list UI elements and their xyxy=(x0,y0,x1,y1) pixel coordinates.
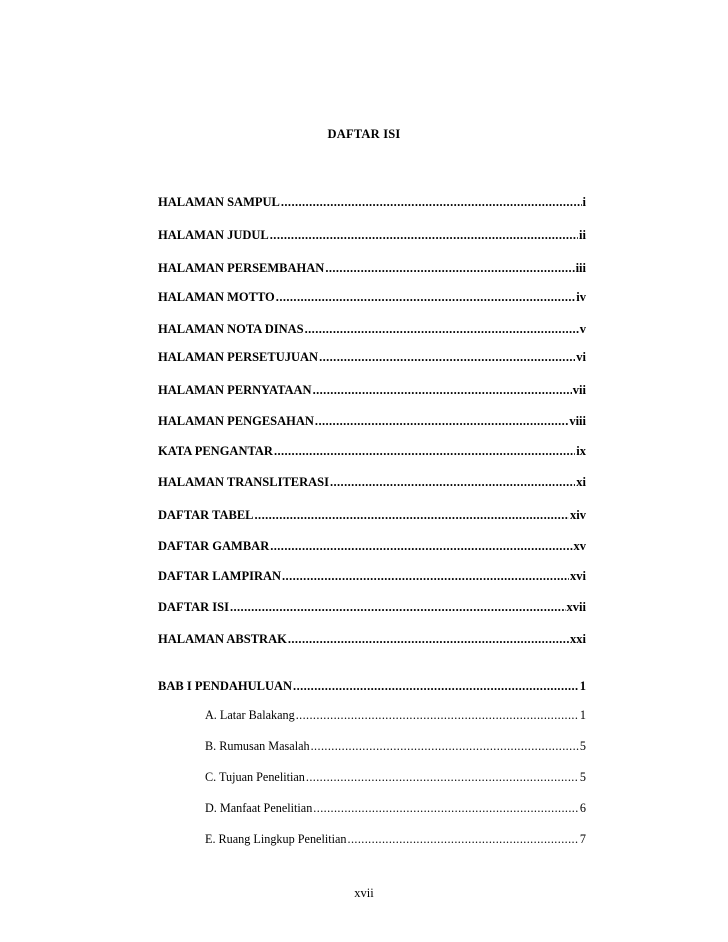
toc-entry-label: HALAMAN JUDUL xyxy=(158,228,269,242)
toc-entry-page: ii xyxy=(579,228,586,242)
toc-leader-dots xyxy=(281,195,582,210)
toc-leader-dots xyxy=(293,679,579,694)
toc-entry-label: HALAMAN NOTA DINAS xyxy=(158,322,304,336)
toc-subentry xyxy=(205,801,586,816)
toc-entry-page: xxi xyxy=(570,632,586,646)
toc-leader-dots xyxy=(313,801,579,816)
toc-entry xyxy=(158,600,586,615)
toc-entry xyxy=(158,414,586,429)
toc-subentry-label: E. Ruang Lingkup Penelitian xyxy=(205,832,347,846)
toc-leader-dots xyxy=(282,569,569,584)
toc-entry-page: viii xyxy=(569,414,586,428)
toc-entry-label: DAFTAR ISI xyxy=(158,600,229,614)
toc-leader-dots xyxy=(305,322,579,337)
toc-leader-dots xyxy=(288,632,569,647)
toc-entry-page: iii xyxy=(575,261,586,275)
toc-entry xyxy=(158,475,586,490)
toc-leader-dots xyxy=(319,350,575,365)
toc-subentry xyxy=(205,739,586,754)
toc-leader-dots xyxy=(270,228,578,243)
toc-entry-label: HALAMAN MOTTO xyxy=(158,290,275,304)
toc-entry-label: BAB I PENDAHULUAN xyxy=(158,679,293,693)
toc-entry-page: iv xyxy=(576,290,586,304)
toc-entry xyxy=(158,539,586,554)
toc-entry-label: HALAMAN ABSTRAK xyxy=(158,632,287,646)
toc-subentry-label: D. Manfaat Penelitian xyxy=(205,801,313,815)
toc-entry-label: HALAMAN SAMPUL xyxy=(158,195,280,209)
toc-entry xyxy=(158,228,586,243)
toc-leader-dots xyxy=(325,261,574,276)
toc-entry-label: HALAMAN PERSETUJUAN xyxy=(158,350,319,364)
toc-chapter-entry xyxy=(158,679,586,694)
toc-entry-page: xv xyxy=(573,539,586,553)
toc-subentry xyxy=(205,708,586,723)
toc-entry-label: KATA PENGANTAR xyxy=(158,444,273,458)
toc-entry xyxy=(158,444,586,459)
toc-leader-dots xyxy=(274,444,575,459)
toc-entry xyxy=(158,350,586,365)
toc-entry-label: DAFTAR LAMPIRAN xyxy=(158,569,282,583)
toc-entry-page: vi xyxy=(576,350,586,364)
toc-leader-dots xyxy=(311,739,579,754)
toc-entry xyxy=(158,632,586,647)
toc-entry-page: vii xyxy=(572,383,586,397)
toc-subentry-label: A. Latar Balakang xyxy=(205,708,295,722)
toc-subentry-page: 5 xyxy=(579,770,586,784)
toc-subentry xyxy=(205,770,586,785)
toc-entry xyxy=(158,195,586,210)
toc-leader-dots xyxy=(313,383,572,398)
toc-entry-page: ix xyxy=(576,444,586,458)
toc-entry xyxy=(158,290,586,305)
toc-subentry-page: 7 xyxy=(579,832,586,846)
toc-entry-page: xiv xyxy=(570,508,586,522)
toc-leader-dots xyxy=(296,708,579,723)
toc-leader-dots xyxy=(315,414,568,429)
toc-entry xyxy=(158,261,586,276)
toc-entry-page: i xyxy=(582,195,586,209)
toc-entry-page: xvii xyxy=(566,600,586,614)
toc-entry-label: HALAMAN PERSEMBAHAN xyxy=(158,261,325,275)
toc-leader-dots xyxy=(306,770,579,785)
toc-entry xyxy=(158,569,586,584)
toc-entry-label: HALAMAN PERNYATAAN xyxy=(158,383,312,397)
toc-entry xyxy=(158,508,586,523)
toc-leader-dots xyxy=(255,508,570,523)
page-title: DAFTAR ISI xyxy=(327,127,401,141)
toc-entry-page: xvi xyxy=(570,569,586,583)
toc-leader-dots xyxy=(230,600,566,615)
toc-subentry-label: C. Tujuan Penelitian xyxy=(205,770,305,784)
toc-entry xyxy=(158,322,586,337)
toc-subentry-label: B. Rumusan Masalah xyxy=(205,739,310,753)
toc-entry-label: DAFTAR TABEL xyxy=(158,508,254,522)
toc-subentry-page: 1 xyxy=(579,708,586,722)
toc-entry-page: 1 xyxy=(579,679,586,693)
toc-entry-label: HALAMAN PENGESAHAN xyxy=(158,414,314,428)
page-number: xvii xyxy=(354,886,374,900)
toc-leader-dots xyxy=(348,832,579,847)
toc-entry xyxy=(158,383,586,398)
toc-subentry-page: 6 xyxy=(579,801,586,815)
toc-subentry-page: 5 xyxy=(579,739,586,753)
toc-entry-page: xi xyxy=(576,475,586,489)
toc-leader-dots xyxy=(330,475,575,490)
toc-leader-dots xyxy=(270,539,572,554)
toc-entry-label: DAFTAR GAMBAR xyxy=(158,539,270,553)
toc-subentry xyxy=(205,832,586,847)
toc-entry-label: HALAMAN TRANSLITERASI xyxy=(158,475,329,489)
toc-entry-page: v xyxy=(579,322,586,336)
toc-leader-dots xyxy=(276,290,575,305)
